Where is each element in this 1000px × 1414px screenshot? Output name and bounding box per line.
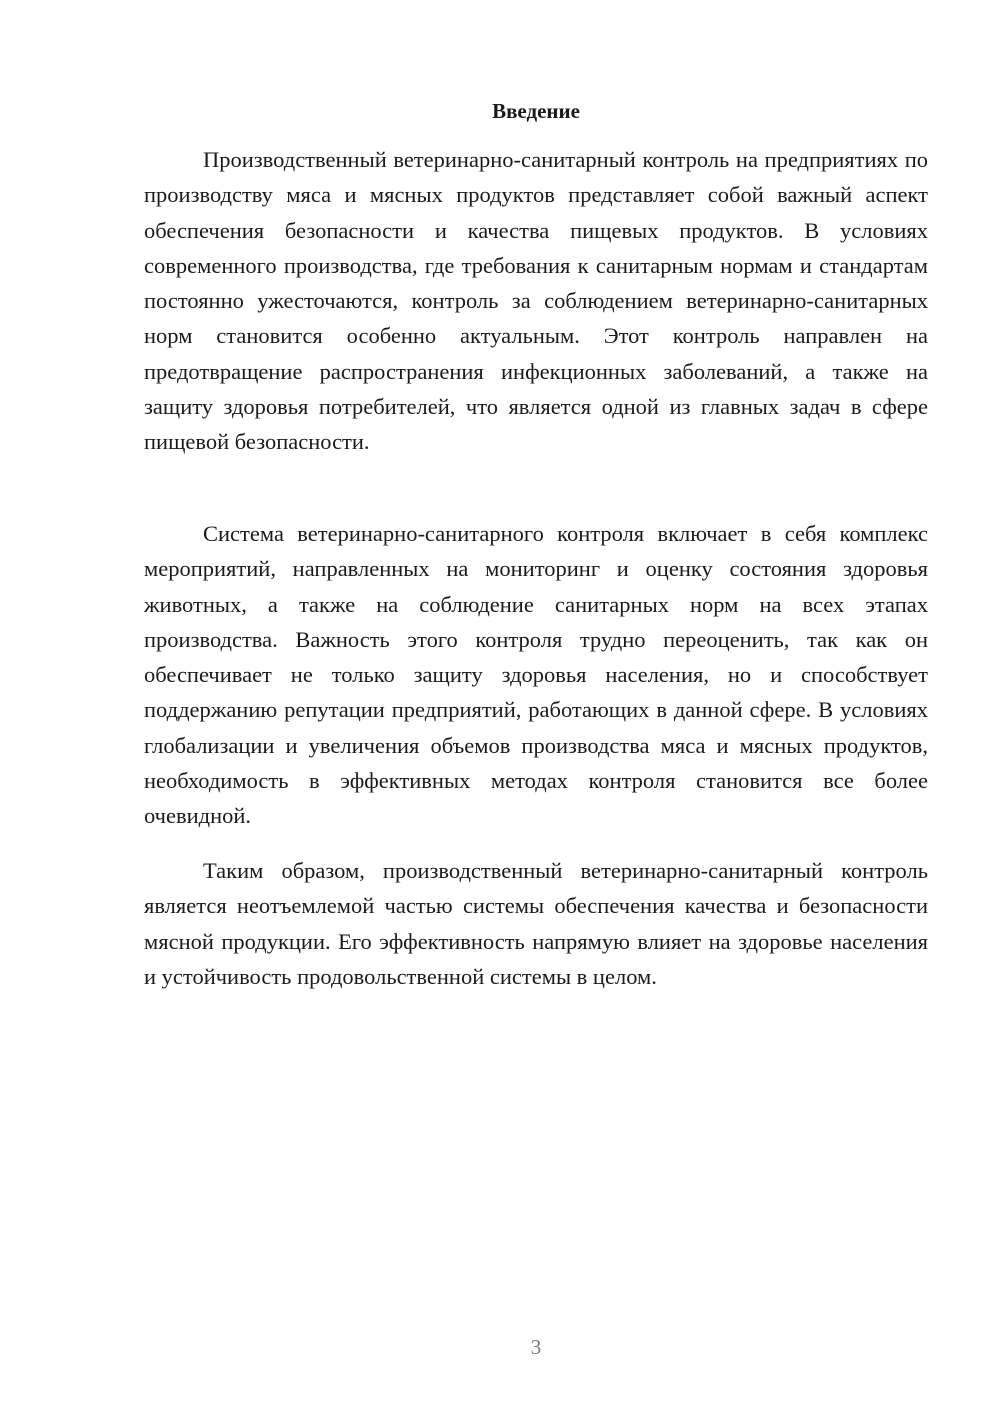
paragraph-2: Система ветеринарно-санитарного контроля включает в себя комплекс мероприятий, направленных на мониторинг и оценку состояния здоровья животных, а также на соблюдение санитарных норм на всех этапах производства. Важность этого контроля трудно переоценить, так как он обеспечивает не только защиту здоровья населения, но и способствует поддержанию репутации предприятий, работающих в данной сфере. В условиях глобализации и увеличения объемов производства мяса и мясных продуктов, необходимость в эффективных методах контроля становится все более очевидной. [144, 521, 928, 829]
page-number: 3 [530, 1335, 542, 1359]
section-title: Введение [492, 99, 580, 123]
paragraph-3: Таким образом, производственный ветеринарно-санитарный контроль является неотъемлемой частью системы обеспечения качества и безопасности мясной продукции. Его эффективность напрямую влияет на здоровье населения и устойчивость продовольственной системы в целом. [144, 858, 928, 989]
paragraph-1: Производственный ветеринарно-санитарный контроль на предприятиях по производству мяса и мясных продуктов представляет собой важный аспект обеспечения безопасности и качества пищевых продуктов. В условиях современного производства, где требования к санитарным нормам и стандартам постоянно ужесточаются, контроль за соблюдением ветеринарно-санитарных норм становится особенно актуальным. Этот контроль направлен на предотвращение распространения инфекционных заболеваний, а также на защиту здоровья потребителей, что является одной из главных задач в сфере пищевой безопасности. [144, 147, 928, 455]
